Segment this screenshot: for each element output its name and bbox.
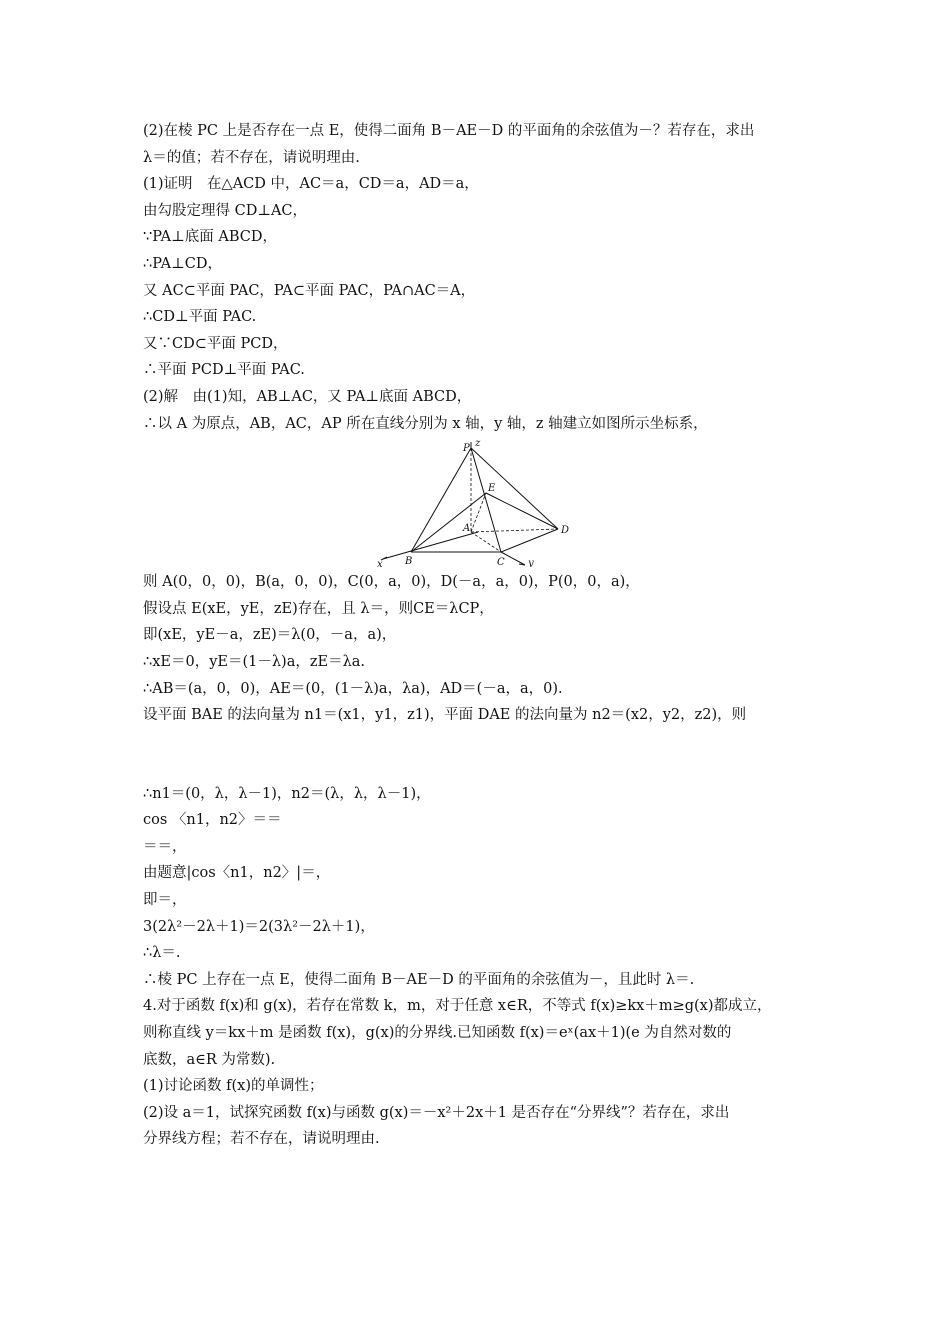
text-line: 由题意|cos〈n1，n2〉|＝， (143, 865, 331, 882)
label-z: z (475, 439, 481, 450)
text-line: cos 〈n1，n2〉＝＝ (143, 812, 282, 829)
text-line: 又∵CD⊂平面 PCD， (143, 335, 288, 352)
pyramid-diagram (373, 439, 583, 567)
text-line: ∴棱 PC 上存在一点 E，使得二面角 B－AE－D 的平面角的余弦值为－，且此时 λ＝. (143, 971, 695, 988)
text-line: 3(2λ²－2λ＋1)＝2(3λ²－2λ＋1)， (143, 918, 375, 935)
label-A: A (463, 523, 471, 535)
top-text-block (143, 118, 823, 437)
text-line: ∴以 A 为原点，AB，AC，AP 所在直线分别为 x 轴，y 轴，z 轴建立如图所示坐标系， (143, 415, 708, 432)
document-page (143, 118, 823, 1153)
text-line: 则 A(0，0，0)，B(a，0，0)，C(0，a，0)，D(－a，a，0)，P(0，0，a)， (143, 574, 640, 591)
label-y: y (528, 558, 534, 568)
middle-text-block (143, 569, 823, 729)
text-line: (1)证明 在△ACD 中，AC＝a，CD＝a，AD＝a， (143, 176, 479, 193)
bottom-text-block (143, 781, 823, 1153)
pyramid-figure (143, 439, 823, 567)
text-line: 则称直线 y＝kx＋m 是函数 f(x)，g(x)的分界线.已知函数 f(x)＝eˣ(ax＋1)(e 为自然对数的 (143, 1025, 732, 1042)
edge-PD (471, 448, 558, 529)
text-line: 即(xE，yE－a，zE)＝λ(0，－a，a)， (143, 627, 397, 644)
text-line: 设平面 BAE 的法向量为 n1＝(x1，y1，z1)，平面 DAE 的法向量为 n2＝(x2，y2，z2)，则 (143, 707, 747, 724)
text-line: λ＝的值；若不存在，请说明理由. (143, 149, 360, 166)
label-C: C (497, 557, 505, 568)
edge-ED (486, 493, 558, 529)
text-line: ∴CD⊥平面 PAC. (143, 309, 257, 326)
edge-AD-dashed (471, 529, 558, 532)
text-line: (2)设 a＝1，试探究函数 f(x)与函数 g(x)＝－x²＋2x＋1 是否存在“分界线”？若存在，求出 (143, 1104, 730, 1121)
text-line: ∴PA⊥CD， (143, 255, 222, 272)
text-line: (2)解 由(1)知，AB⊥AC，又 PA⊥底面 ABCD， (143, 388, 472, 405)
text-line: 假设点 E(xE，yE，zE)存在，且 λ＝，则CE＝λCP， (143, 600, 494, 617)
text-line: 又 AC⊂平面 PAC，PA⊂平面 PAC，PA∩AC＝A， (143, 282, 476, 299)
label-x: x (377, 559, 383, 568)
text-line: ∵PA⊥底面 ABCD， (143, 229, 277, 246)
text-line: 底数，a∈R 为常数). (143, 1051, 276, 1068)
text-line: 4.对于函数 f(x)和 g(x)，若存在常数 k，m，对于任意 x∈R，不等式 f(x)≥kx＋m≥g(x)都成立， (143, 998, 772, 1015)
text-line: (1)讨论函数 f(x)的单调性； (143, 1078, 324, 1095)
text-line: ∴AB＝(a，0，0)，AE＝(0，(1－λ)a，λa)，AD＝(－a，a，0). (143, 680, 563, 697)
label-P: P (463, 443, 470, 455)
text-line: ＝＝， (143, 838, 187, 855)
text-line: (2)在棱 PC 上是否存在一点 E，使得二面角 B－AE－D 的平面角的余弦值为－？若存在，求出 (143, 123, 755, 139)
edge-CD (501, 529, 558, 552)
edge-PC (471, 448, 501, 552)
label-E: E (488, 483, 496, 495)
label-B: B (405, 556, 413, 568)
text-line: 由勾股定理得 CD⊥AC， (143, 202, 308, 219)
text-line: ∴xE＝0，yE＝(1－λ)a，zE＝λa. (143, 653, 366, 670)
text-line: ∴λ＝. (143, 945, 181, 962)
label-D: D (561, 525, 570, 537)
text-line: 分界线方程；若不存在，请说明理由. (143, 1131, 380, 1148)
text-line: ∴n1＝(0，λ，λ－1)，n2＝(λ，λ，λ－1)， (143, 785, 431, 802)
text-line: 即＝， (143, 892, 187, 909)
text-line: ∴平面 PCD⊥平面 PAC. (143, 362, 305, 379)
